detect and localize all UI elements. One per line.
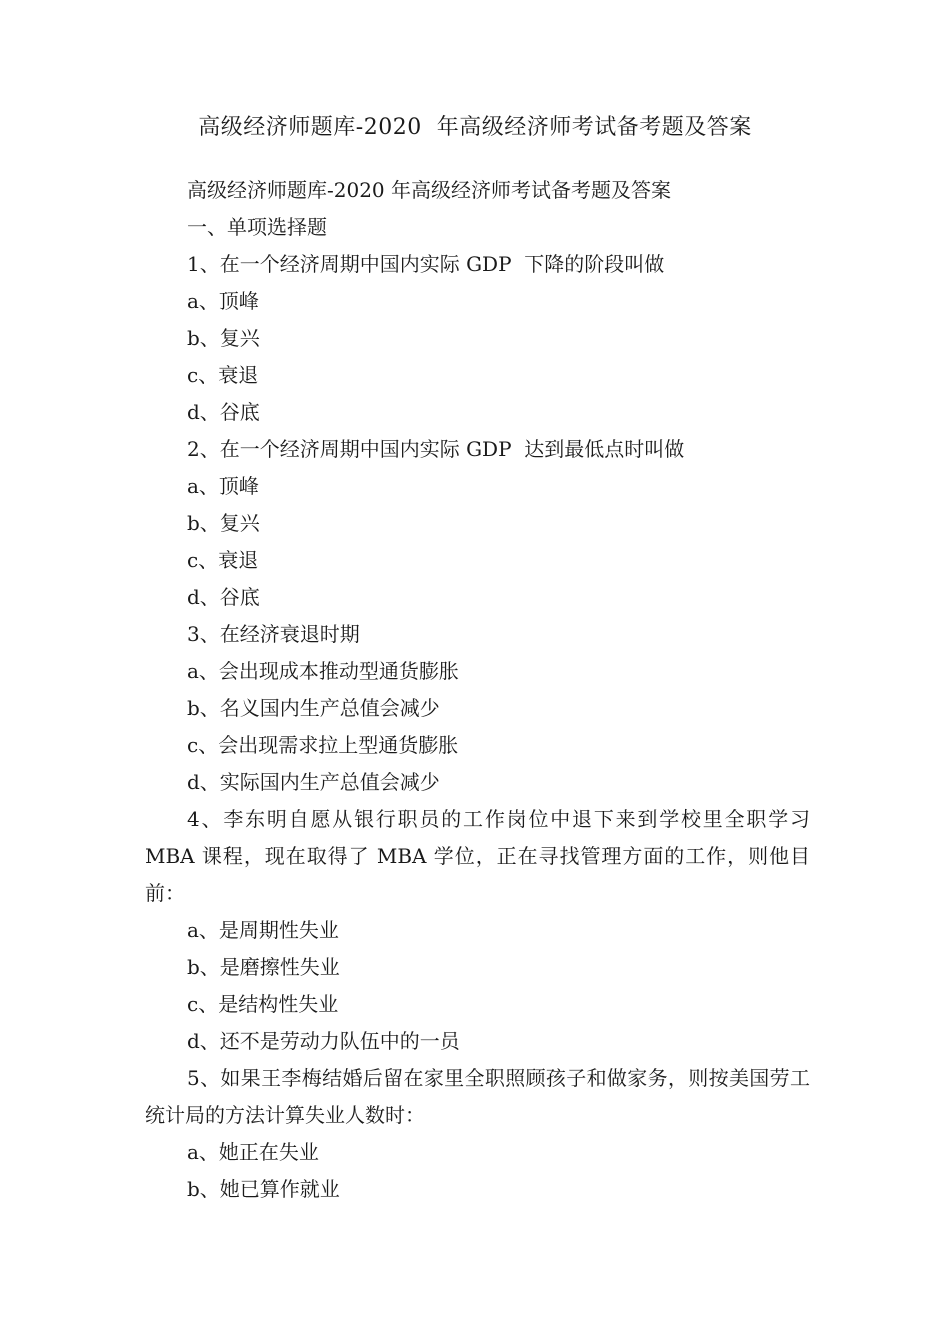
question-stem: 2、在一个经济周期中国内实际 GDP 达到最低点时叫做 [187, 437, 685, 461]
question-stem: 4、李东明自愿从银行职员的工作岗位中退下来到学校里全职学习 MBA 课程，现在取得了 MBA 学位，正在寻找管理方面的工作，则他目前： [145, 807, 810, 905]
document-body [145, 172, 810, 1208]
answer-option: d、还不是劳动力队伍中的一员 [187, 1029, 460, 1053]
answer-option: c、是结构性失业 [187, 992, 339, 1016]
answer-option: c、会出现需求拉上型通货膨胀 [187, 733, 459, 757]
answer-option: b、复兴 [187, 511, 260, 535]
answer-option: a、会出现成本推动型通货膨胀 [187, 659, 459, 683]
question-stem: 1、在一个经济周期中国内实际 GDP 下降的阶段叫做 [187, 252, 665, 276]
document-title: 高级经济师题库-2020 年高级经济师考试备考题及答案 [198, 115, 752, 140]
answer-option: b、是磨擦性失业 [187, 955, 340, 979]
answer-option: b、名义国内生产总值会减少 [187, 696, 440, 720]
answer-option: a、是周期性失业 [187, 918, 339, 942]
answer-option: d、实际国内生产总值会减少 [187, 770, 440, 794]
answer-option: c、衰退 [187, 548, 259, 572]
question-stem: 5、如果王李梅结婚后留在家里全职照顾孩子和做家务，则按美国劳工统计局的方法计算失业人数时： [145, 1066, 810, 1127]
answer-option: c、衰退 [187, 363, 259, 387]
answer-option: a、她正在失业 [187, 1140, 319, 1164]
question-stem: 3、在经济衰退时期 [187, 622, 360, 646]
section-heading: 一、单项选择题 [187, 215, 327, 239]
answer-option: a、顶峰 [187, 289, 259, 313]
document-subtitle: 高级经济师题库-2020 年高级经济师考试备考题及答案 [187, 178, 672, 202]
answer-option: d、谷底 [187, 400, 260, 424]
answer-option: d、谷底 [187, 585, 260, 609]
answer-option: b、她已算作就业 [187, 1177, 340, 1201]
answer-option: b、复兴 [187, 326, 260, 350]
answer-option: a、顶峰 [187, 474, 259, 498]
